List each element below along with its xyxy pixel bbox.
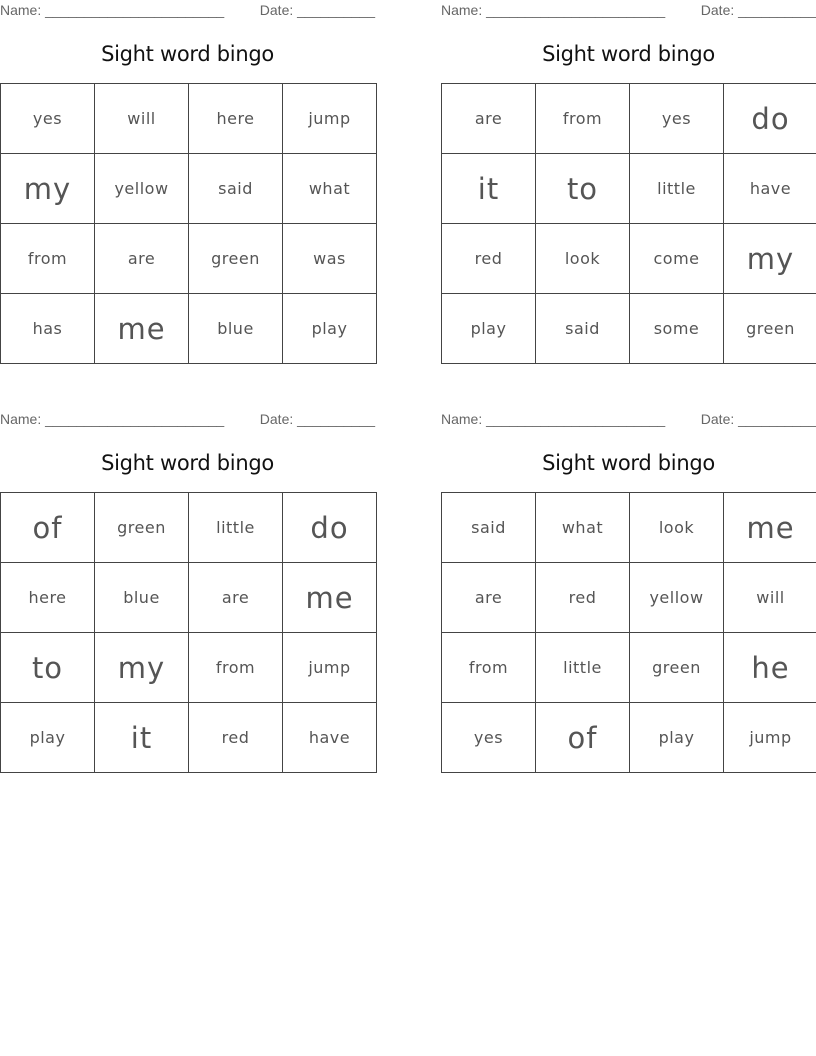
bingo-row [442, 633, 816, 703]
bingo-cell[interactable]: are [442, 563, 536, 633]
name-field[interactable]: Name: _______________________ [0, 2, 225, 18]
bingo-cell[interactable]: said [442, 493, 536, 563]
bingo-cell[interactable]: to [536, 154, 630, 224]
bingo-grid [441, 492, 816, 773]
bingo-cell[interactable]: little [189, 493, 283, 563]
date-field[interactable]: Date: __________ [259, 411, 375, 427]
bingo-cell[interactable]: yellow [630, 563, 724, 633]
bingo-row [442, 224, 816, 294]
bingo-cell[interactable]: here [1, 563, 95, 633]
date-field[interactable]: Date: __________ [259, 2, 375, 18]
bingo-cell[interactable]: red [442, 224, 536, 294]
bingo-row [442, 154, 816, 224]
bingo-card [441, 0, 816, 365]
bingo-row [1, 703, 377, 773]
bingo-cell[interactable]: look [536, 224, 630, 294]
bingo-cell[interactable]: here [189, 84, 283, 154]
bingo-cell[interactable]: play [1, 703, 95, 773]
bingo-row [442, 294, 816, 364]
bingo-row [1, 224, 377, 294]
name-field[interactable]: Name: _______________________ [441, 2, 666, 18]
bingo-cell[interactable]: will [95, 84, 189, 154]
bingo-cell[interactable]: green [724, 294, 816, 364]
bingo-cell[interactable]: me [95, 294, 189, 364]
bingo-cell[interactable]: red [189, 703, 283, 773]
bingo-cell[interactable]: was [283, 224, 377, 294]
bingo-cell[interactable]: me [724, 493, 816, 563]
bingo-cell[interactable]: are [442, 84, 536, 154]
bingo-cell[interactable]: yes [630, 84, 724, 154]
bingo-cell[interactable]: jump [724, 703, 816, 773]
bingo-cell[interactable]: what [283, 154, 377, 224]
bingo-cell[interactable]: from [536, 84, 630, 154]
bingo-cell[interactable]: have [724, 154, 816, 224]
bingo-row [1, 294, 377, 364]
bingo-cell[interactable]: look [630, 493, 724, 563]
bingo-cell[interactable]: what [536, 493, 630, 563]
card-title: Sight word bingo [542, 451, 715, 475]
date-field[interactable]: Date: __________ [700, 411, 816, 427]
bingo-row [442, 84, 816, 154]
bingo-cell[interactable]: from [1, 224, 95, 294]
name-field[interactable]: Name: _______________________ [0, 411, 225, 427]
bingo-cell[interactable]: of [536, 703, 630, 773]
name-date-row [0, 409, 375, 429]
bingo-card [0, 0, 375, 365]
bingo-card [0, 409, 375, 774]
bingo-cell[interactable]: green [630, 633, 724, 703]
bingo-cell[interactable]: come [630, 224, 724, 294]
bingo-cell[interactable]: little [536, 633, 630, 703]
bingo-cell[interactable]: have [283, 703, 377, 773]
bingo-cell[interactable]: will [724, 563, 816, 633]
bingo-row [1, 563, 377, 633]
bingo-cell[interactable]: it [95, 703, 189, 773]
card-title: Sight word bingo [101, 451, 274, 475]
bingo-cell[interactable]: my [724, 224, 816, 294]
bingo-row [442, 563, 816, 633]
bingo-cell[interactable]: from [442, 633, 536, 703]
bingo-row [442, 703, 816, 773]
bingo-cell[interactable]: are [95, 224, 189, 294]
bingo-cell[interactable]: blue [189, 294, 283, 364]
bingo-cell[interactable]: red [536, 563, 630, 633]
bingo-cell[interactable]: are [189, 563, 283, 633]
bingo-cell[interactable]: yes [442, 703, 536, 773]
bingo-cell[interactable]: from [189, 633, 283, 703]
bingo-cell[interactable]: do [283, 493, 377, 563]
bingo-grid [0, 83, 377, 364]
bingo-cell[interactable]: play [283, 294, 377, 364]
bingo-row [1, 633, 377, 703]
bingo-cell[interactable]: play [630, 703, 724, 773]
name-date-row [441, 409, 816, 429]
bingo-cell[interactable]: blue [95, 563, 189, 633]
card-title: Sight word bingo [542, 42, 715, 66]
bingo-row [1, 84, 377, 154]
bingo-cell[interactable]: jump [283, 84, 377, 154]
bingo-row [442, 493, 816, 563]
bingo-row [1, 493, 377, 563]
name-date-row [0, 0, 375, 20]
date-field[interactable]: Date: __________ [700, 2, 816, 18]
bingo-row [1, 154, 377, 224]
bingo-cell[interactable]: he [724, 633, 816, 703]
bingo-cell[interactable]: yes [1, 84, 95, 154]
bingo-cell[interactable]: said [536, 294, 630, 364]
bingo-cell[interactable]: it [442, 154, 536, 224]
bingo-cell[interactable]: me [283, 563, 377, 633]
bingo-cell[interactable]: to [1, 633, 95, 703]
bingo-cell[interactable]: said [189, 154, 283, 224]
bingo-cell[interactable]: has [1, 294, 95, 364]
name-date-row [441, 0, 816, 20]
bingo-cell[interactable]: play [442, 294, 536, 364]
name-field[interactable]: Name: _______________________ [441, 411, 666, 427]
bingo-cell[interactable]: green [95, 493, 189, 563]
bingo-cell[interactable]: jump [283, 633, 377, 703]
bingo-grid [441, 83, 816, 364]
bingo-cell[interactable]: my [1, 154, 95, 224]
bingo-cell[interactable]: some [630, 294, 724, 364]
bingo-card [441, 409, 816, 774]
card-title: Sight word bingo [101, 42, 274, 66]
bingo-cell[interactable]: do [724, 84, 816, 154]
bingo-cell[interactable]: green [189, 224, 283, 294]
bingo-cell[interactable]: my [95, 633, 189, 703]
bingo-cell[interactable]: little [630, 154, 724, 224]
bingo-cell[interactable]: yellow [95, 154, 189, 224]
bingo-cell[interactable]: of [1, 493, 95, 563]
bingo-grid [0, 492, 377, 773]
